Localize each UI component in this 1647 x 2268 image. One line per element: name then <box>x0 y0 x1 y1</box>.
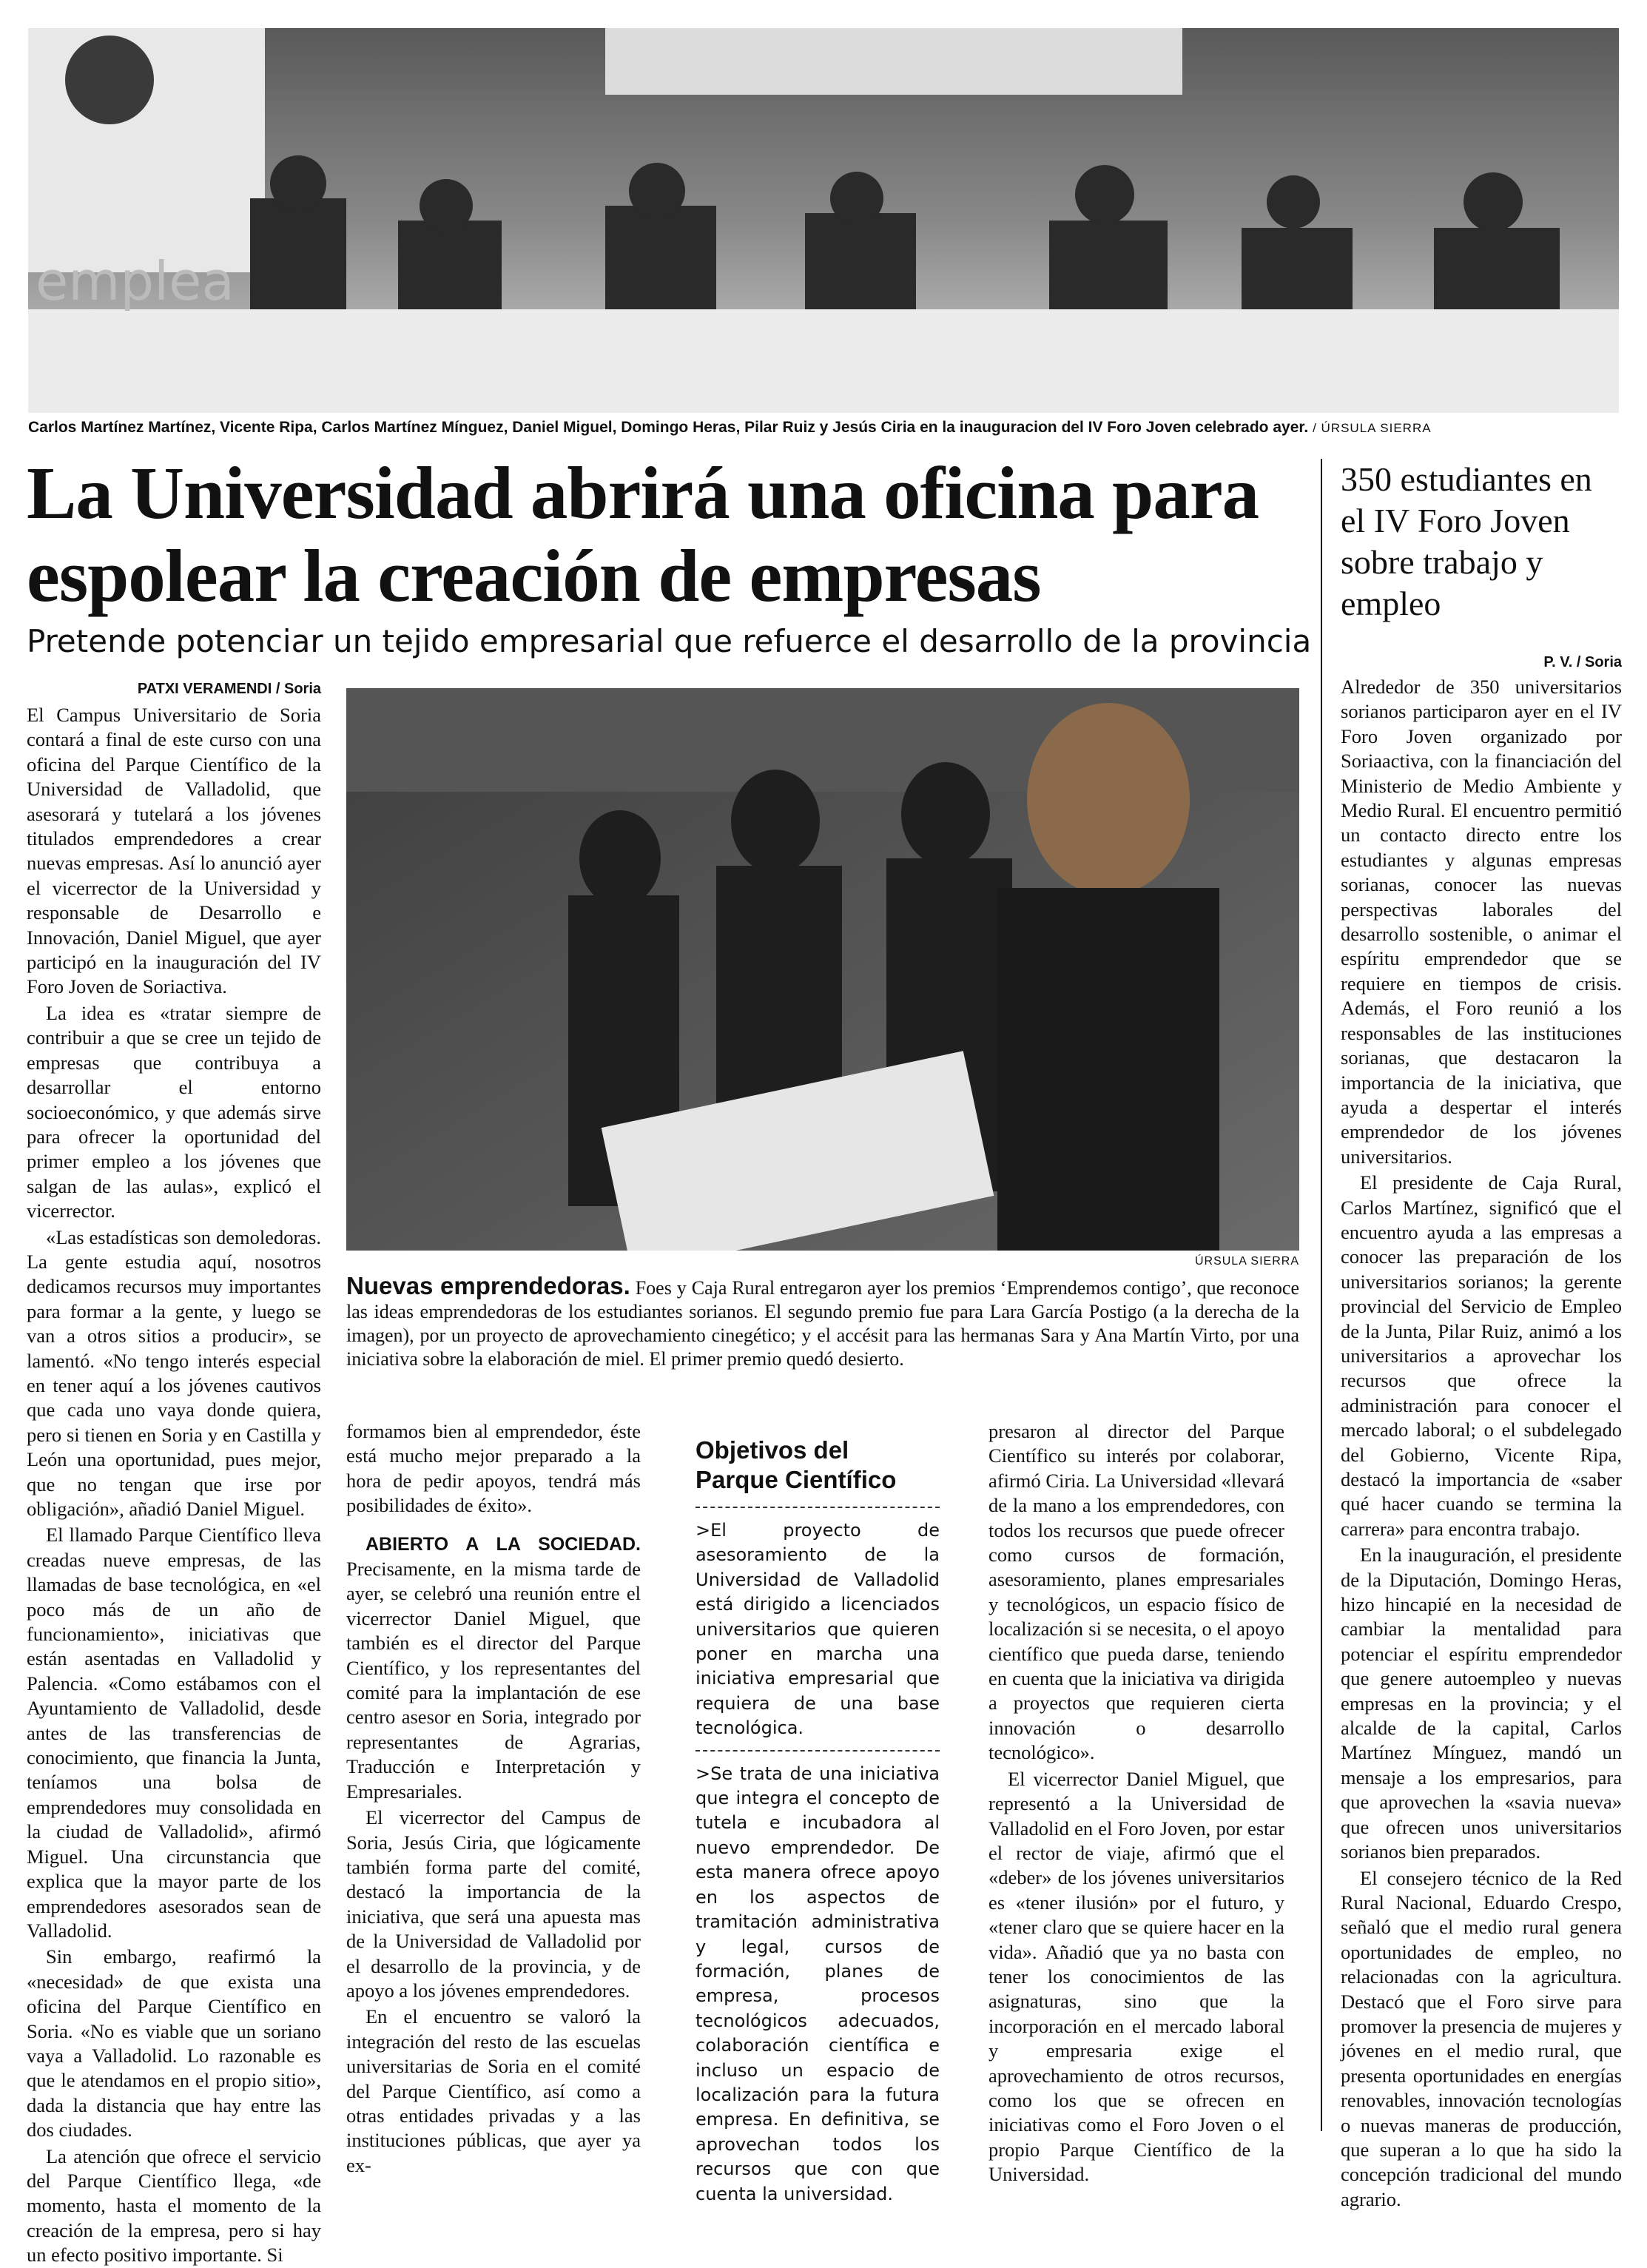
kicker-text: Precisamente, en la misma tarde de ayer, se celebró una reunión entre el vicerrector Daniel Miguel, que también es el director del Parque Científico, y los representantes del comité para la implantación de ese centro asesor en Soria, integrado por representantes de Agrarias, Traducción e Interpretación y Empresariales. <box>346 1558 641 1803</box>
paragraph: El vicerrector del Campus de Soria, Jesús Ciria, que lógicamente también forma parte del comité, destacó la importancia de la iniciativa, que será una apuesta mas de la Universidad de Valladolid por el desarrollo de la provincia, y de apoyo a los jóvenes emprendedores. <box>346 1806 641 2002</box>
paragraph: La atención que ofrece el servicio del Parque Científico llega, «de momento, hasta el momento de la creación de la empresa, pero si hay un efecto positivo importante. Si <box>27 2144 321 2267</box>
box-title <box>695 1436 940 1495</box>
paragraph: El consejero técnico de la Red Rural Nacional, Eduardo Crespo, señaló que el medio rural genera oportunidades de empleo, no relacionadas con la agricultura. Destacó que el Foro sirve para promover la presencia de mujeres y jóvenes en el medio rural, que presenta oportunidades en energías renovables, innovación tecnologías o nuevas maneras de producción, que superan a lo que ha sido la concepción tradicional del mundo agrario. <box>1341 1866 1622 2210</box>
byline: PATXI VERAMENDI / Soria <box>137 681 321 697</box>
headline-line-2: espolear la creación de empresas <box>27 534 1041 617</box>
box-item: >Se trata de una iniciativa que integra el concepto de tutela e incubadora al nuevo emprendedor. De esta manera ofrece apoyo en los aspectos de tramitación administrativa y legal, cursos de formación, planes de empresa, procesos tecnológicos adecuados, colaboración científica e incluso un espacio de localización para la futura empresa. En definitiva, se aprovechan todos los recursos que con que cuenta la universidad. <box>695 1763 940 2204</box>
article-column-4 <box>988 1419 1284 2187</box>
article-column-1 <box>27 703 321 2268</box>
sidebar-byline: P. V. / Soria <box>1543 654 1622 670</box>
paragraph: En el encuentro se valoró la integración del resto de las escuelas universitarias de Soria en el comité del Parque Científico, así como a otras entidades privadas y a las instituciones públicas, que ayer ya ex- <box>346 2005 641 2176</box>
top-photo-caption <box>28 419 1597 437</box>
paragraph-kicker <box>346 1532 641 1804</box>
photo2-caption <box>346 1274 1299 1371</box>
subheadline: Pretende potenciar un tejido empresarial que refuerce el desarrollo de la provincia <box>27 623 1312 659</box>
box-divider <box>695 1750 940 1752</box>
students-photo <box>346 688 1299 1251</box>
objectives-box <box>695 1436 940 2207</box>
paragraph: formamos bien al emprendedor, éste está mucho mejor preparado a la hora de pedir apoyos, tendrá más posibilidades de éxito». <box>346 1420 641 1517</box>
top-photo <box>28 28 1619 413</box>
photo2-caption-lead: Nuevas emprendedoras. <box>346 1272 630 1299</box>
kicker: ABIERTO A LA SOCIEDAD. <box>366 1533 641 1555</box>
box-title-line-1: Objetivos del <box>695 1436 849 1464</box>
photo2-caption-text: Foes y Caja Rural entregaron ayer los premios ‘Emprendemos contigo’, que reconoce las ideas emprendedoras de los estudiantes sorianos. El segundo premio fue para Lara García Postigo (a la derecha de la imagen), por un proyecto de aprovechamiento cinegético; y el accésit para las hermanas Sara y Ana Martín Virto, por una iniciativa sobre la elaboración de miel. El primer premio quedó desierto. <box>346 1277 1299 1370</box>
paragraph: El llamado Parque Científico lleva creadas nueve empresas, de las llamadas de base tecnológica, en «el poco más de un año de funcionamiento», iniciativas que están asentadas en Valladolid y Palencia. «Como estábamos con el Ayuntamiento de Valladolid, desde antes de las transferencias de conocimiento, que financia la Junta, teníamos una bolsa de emprendedores muy consolidada en la ciudad de Valladolid», afirmó Miguel. Una circunstancia que explica que la mayor parte de los emprendedores asesorados sean de Valladolid. <box>27 1524 321 1942</box>
banner-text: emplea <box>36 250 235 312</box>
paragraph: presaron al director del Parque Científico su interés por colaborar, afirmó Ciria. La Universidad «llevará de la mano a los emprendedores, con todos los recursos que puede ofrecer como cursos de formación, asesoramiento, planes empresariales y tecnológicos, un espacio físico de localización si se necesita, o el apoyo científico que pueda darse, teniendo en cuenta que la iniciativa va dirigida a proyectos que requieren cierta innovación o desarrollo tecnológico». <box>988 1420 1284 1764</box>
paragraph: Sin embargo, reafirmó la «necesidad» de que exista una oficina del Parque Científico en Soria. «No es viable que un soriano vaya a Valladolid. Lo razonable es que le atendamos en el propio sitio», dada la distancia que hay entre las dos ciudades. <box>27 1945 321 2141</box>
headline-line-1: La Universidad abrirá una oficina para <box>27 451 1259 534</box>
paragraph: En la inauguración, el presidente de la Diputación, Domingo Heras, hizo hincapié en la necesidad de cambiar la mentalidad para potenciar el espíritu emprendedor que genere autoempleo y nuevas empresas en la provincia; y el alcalde de la capital, Carlos Martínez Mínguez, mandó un mensaje a los empresarios, para que aprovechen la «savia nueva» que ofrecen unos universitarios sorianos bien preparados. <box>1341 1544 1622 1863</box>
caption-text: Carlos Martínez Martínez, Vicente Ripa, Carlos Martínez Mínguez, Daniel Miguel, Domingo Heras, Pilar Ruiz y Jesús Ciria en la inauguracion del IV Foro Joven celebrado ayer. <box>28 419 1309 436</box>
paragraph: El vicerrector Daniel Miguel, que representó a la Universidad de Valladolid en el Foro Joven, por estar el rector de viaje, afirmó que el «deber» de los jóvenes universitarios es «tener ilusión» por el futuro, y «tener claro que se quiere hacer en la vida». Añadió que ya no basta con tener los conocimientos de las asignaturas, sino que la incorporación en el mercado laboral y empresaria exige el aprovechamiento de otros recursos, como los que se ofrecen en iniciativas como el Foro Joven o el propio Parque Científico de la Universidad. <box>988 1767 1284 2186</box>
sidebar-body <box>1341 675 1622 2212</box>
box-divider <box>695 1507 940 1508</box>
box-title-line-2: Parque Científico <box>695 1466 897 1493</box>
paragraph: El Campus Universitario de Soria contará a final de este curso con una oficina del Parque Científico de la Universidad de Valladolid, que asesorará y tutelará a los jóvenes titulados emprendedores a crear nuevas empresas. Así lo anunció ayer el vicerrector de la Universidad y responsable de Desarrollo e Innovación, Daniel Miguel, que ayer participó en la inauguración del IV Foro Joven de Soriactiva. <box>27 704 321 998</box>
sidebar-title: 350 estudiantes en el IV Foro Joven sobre trabajo y empleo <box>1341 460 1592 622</box>
box-item: >El proyecto de asesoramiento de la Universidad de Valladolid está dirigido a licenciados universitarios que quieren poner en marcha una iniciativa empresarial que requiera de una base tecnológica. <box>695 1520 940 1739</box>
photo2-credit: ÚRSULA SIERRA <box>1194 1255 1299 1268</box>
column-rule <box>1321 459 1322 2131</box>
box-body <box>695 1507 940 2207</box>
paragraph: El presidente de Caja Rural, Carlos Martínez, significó que el encuentro ayuda a las empresas a conocer las preparación de los universitarios sorianos; la gerente provincial del Servicio de Empleo de la Junta, Pilar Ruiz, animó a los universitarios a aprovechar los recursos que ofrece la administración para conocer el mercado laboral; o el subdelegado del Gobierno, Vicente Ripa, destacó la importancia de «saber qué hacer cuando se termina la carrera» para encontra trabajo. <box>1341 1171 1622 1540</box>
headline <box>27 451 1307 617</box>
paragraph: Alrededor de 350 universitarios sorianos participaron ayer en el IV Foro Joven organizado por Soriaactiva, con la financiación del Ministerio de Medio Ambiente y Medio Rural. El encuentro permitió un contacto directo entre los estudiantes y algunas empresas sorianas, conocer las nuevas perspectivas laborales del desarrollo sostenible, o animar el espíritu emprendedor que se requiere en tiempos de crisis. Además, el Foro reunió a los responsables de las instituciones sorianas, que destacaron la importancia de la iniciativa, que ayuda a despertar el interés emprendedor de los jóvenes universitarios. <box>1341 676 1622 1168</box>
photo-credit: / ÚRSULA SIERRA <box>1313 421 1432 435</box>
paragraph: La idea es «tratar siempre de contribuir a que se cree un tejido de empresas que contribuya a desarrollar el entorno socioeconómico, y que además sirve para ofrecer la oportunidad del primer empleo a los jóvenes que salgan de las aulas», explicó el vicerrector. <box>27 1001 321 1222</box>
article-column-2 <box>346 1419 641 2178</box>
paragraph: «Las estadísticas son demoledoras. La gente estudia aquí, nosotros dedicamos recursos muy importantes para formar a la gente, y luego se van a otros sitios a producir», se lamentó. «No tengo interés especial en tener aquí a los jóvenes cautivos que cada uno vaya donde quiera, pero si tienen en Soria y en Castilla y León una oportunidad, pues mejor, que no tengan que irse por obligación», añadió Daniel Miguel. <box>27 1225 321 1520</box>
